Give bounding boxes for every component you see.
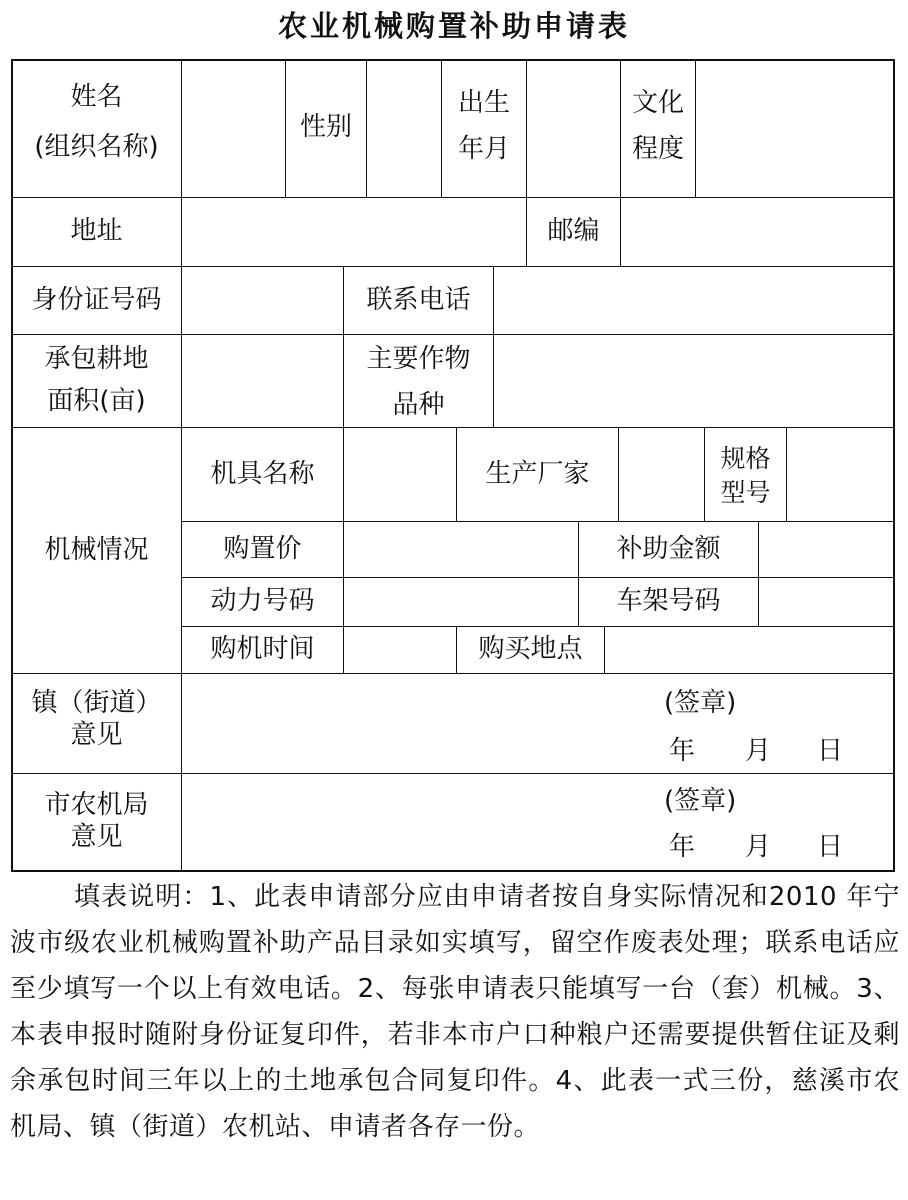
- org-name-label: (组织名称): [34, 132, 159, 163]
- col-divider: [604, 626, 605, 673]
- name-label: 姓名: [70, 82, 123, 113]
- row-divider: [11, 673, 895, 674]
- address-label: 地址: [70, 216, 123, 247]
- city-opinion-label-2: 意见: [70, 822, 123, 853]
- col-divider: [618, 427, 619, 521]
- col-divider: [786, 427, 787, 521]
- model-label-2: 型号: [720, 477, 771, 507]
- machine-name-field[interactable]: [345, 429, 455, 520]
- id-number-label: 身份证号码: [31, 284, 162, 315]
- town-opinion-field[interactable]: [183, 675, 653, 772]
- name-field[interactable]: [183, 61, 284, 196]
- city-day-label: 日: [816, 832, 843, 863]
- town-day-label: 日: [816, 736, 843, 767]
- birth-label-1: 出生: [457, 88, 510, 119]
- phone-label: 联系电话: [366, 284, 471, 315]
- education-field[interactable]: [697, 61, 893, 196]
- col-divider: [366, 59, 367, 197]
- col-divider: [758, 521, 759, 626]
- town-seal-label: (签章): [664, 688, 737, 719]
- town-year-label: 年: [668, 736, 695, 767]
- purchase-time-field[interactable]: [345, 628, 455, 672]
- id-number-field[interactable]: [183, 268, 342, 333]
- address-field[interactable]: [183, 199, 525, 265]
- col-divider: [441, 59, 442, 197]
- model-field[interactable]: [788, 429, 893, 520]
- filling-instructions: 填表说明：1、此表申请部分应由申请者按自身实际情况和2010 年宁波市级农业机械购置补助产品目录如实填写，留空作废表处理；联系电话应至少填写一个以上有效电话。2、每张申请表只能填写一台（套）机械。3、本表申报时随附身份证复印件，若非本市户口种粮户还需要提供暂住证及剩余承包时间三年以上的土地承包合同复印件。4、此表一式三份，慈溪市农机局、镇（街道）农机站、申请者各存一份。: [10, 882, 900, 1142]
- col-divider: [343, 427, 344, 521]
- crop-field[interactable]: [495, 336, 893, 426]
- postcode-field[interactable]: [622, 199, 893, 265]
- row-divider: [11, 334, 895, 335]
- purchase-place-label: 购买地点: [478, 634, 583, 665]
- engine-no-field[interactable]: [345, 579, 577, 625]
- manufacturer-label: 生产厂家: [485, 458, 590, 489]
- birth-field[interactable]: [528, 61, 619, 196]
- subsidy-label: 补助金额: [616, 533, 721, 564]
- col-divider: [343, 521, 344, 673]
- purchase-time-label: 购机时间: [210, 634, 315, 665]
- purchase-place-field[interactable]: [606, 628, 893, 672]
- land-area-field[interactable]: [183, 336, 342, 426]
- land-area-label-1: 承包耕地: [44, 344, 149, 375]
- frame-no-field[interactable]: [760, 579, 893, 625]
- machine-name-label: 机具名称: [210, 458, 315, 489]
- subsidy-field[interactable]: [760, 523, 893, 576]
- birth-label-2: 年月: [457, 134, 510, 165]
- town-opinion-label-2: 意见: [70, 720, 123, 751]
- row-divider: [11, 773, 895, 774]
- land-area-label-2: 面积(亩): [47, 386, 146, 417]
- postcode-label: 邮编: [547, 216, 600, 247]
- crop-label-2: 品种: [392, 390, 445, 421]
- city-seal-label: (签章): [664, 786, 737, 817]
- gender-label: 性别: [299, 112, 352, 143]
- phone-field[interactable]: [495, 268, 893, 333]
- col-divider: [493, 266, 494, 427]
- col-divider: [695, 59, 696, 197]
- col-divider: [181, 673, 182, 872]
- town-month-label: 月: [744, 736, 771, 767]
- town-opinion-label-1: 镇（街道）: [31, 688, 162, 719]
- machine-section-label: 机械情况: [44, 534, 149, 565]
- education-label-2: 程度: [631, 134, 684, 165]
- city-opinion-label-1: 市农机局: [44, 790, 149, 821]
- engine-no-label: 动力号码: [210, 586, 315, 617]
- price-label: 购置价: [223, 533, 302, 564]
- gender-field[interactable]: [368, 61, 440, 196]
- education-label-1: 文化: [631, 88, 684, 119]
- city-year-label: 年: [668, 832, 695, 863]
- model-label-1: 规格: [720, 443, 771, 473]
- frame-no-label: 车架号码: [616, 586, 721, 617]
- crop-label-1: 主要作物: [366, 344, 471, 375]
- price-field[interactable]: [345, 523, 577, 576]
- manufacturer-field[interactable]: [620, 429, 703, 520]
- city-month-label: 月: [744, 832, 771, 863]
- form-title: 农业机械购置补助申请表: [277, 9, 630, 43]
- city-opinion-field[interactable]: [183, 775, 653, 870]
